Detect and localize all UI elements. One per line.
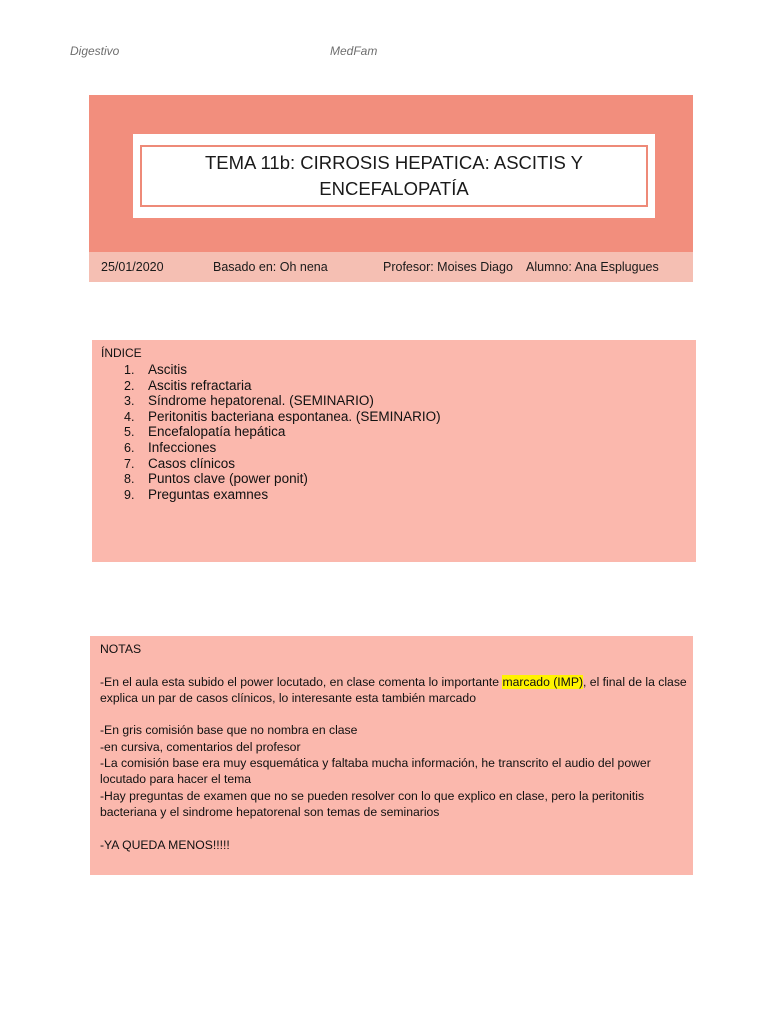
index-item-number: 9. xyxy=(124,487,135,502)
notes-paragraph: -La comisión base era muy esquemática y faltaba mucha información, he transcrito el audio del power locutado para hacer el tema xyxy=(100,756,651,787)
index-item-label: Encefalopatía hepática xyxy=(148,424,286,440)
student-label: Alumno: Ana Esplugues xyxy=(526,260,659,274)
info-bar xyxy=(89,252,693,282)
header-subject: Digestivo xyxy=(70,44,120,58)
index-item-label: Infecciones xyxy=(148,439,217,455)
index-item xyxy=(112,471,441,487)
index-item-label: Ascitis refractaria xyxy=(148,377,252,393)
index-list xyxy=(112,362,441,502)
index-item xyxy=(112,378,441,394)
index-item-label: Síndrome hepatorenal. (SEMINARIO) xyxy=(148,393,374,409)
date-label: 25/01/2020 xyxy=(101,260,164,274)
header-course: MedFam xyxy=(330,44,378,58)
index-item-number: 3. xyxy=(124,394,135,409)
title-card xyxy=(133,134,655,218)
index-item-label: Puntos clave (power ponit) xyxy=(148,471,308,487)
notes-heading: NOTAS xyxy=(100,642,142,656)
index-item-label: Casos clínicos xyxy=(148,455,236,471)
index-item-number: 8. xyxy=(124,472,135,487)
index-item xyxy=(112,440,441,456)
notes-paragraph: -En gris comisión base que no nombra en clase xyxy=(100,723,358,738)
index-item-number: 5. xyxy=(124,425,135,440)
index-item-number: 6. xyxy=(124,440,135,455)
notes-box xyxy=(90,636,693,875)
notes-p1-end: , el final de la clase explica un par de casos clínicos, lo interesante esta también marcado xyxy=(100,674,687,705)
notes-closing: -YA QUEDA MENOS!!!!! xyxy=(100,837,230,852)
index-item-number: 1. xyxy=(124,363,135,377)
index-box xyxy=(92,340,696,562)
notes-paragraph: -Hay preguntas de examen que no se pueden resolver con lo que explico en clase, pero la peritonitis bacteriana y el sindrome hepatorenal son temas de seminarios xyxy=(100,788,645,819)
title-line-2: ENCEFALOPATÍA xyxy=(319,178,469,199)
index-item-label: Preguntas examnes xyxy=(148,486,269,502)
index-item xyxy=(112,487,441,503)
index-item-label: Peritonitis bacteriana espontanea. (SEMINARIO) xyxy=(148,408,441,424)
index-item xyxy=(112,362,441,378)
index-item-number: 4. xyxy=(124,409,135,424)
index-item xyxy=(112,424,441,440)
index-item xyxy=(112,409,441,425)
index-item xyxy=(112,393,441,409)
highlighted-text: marcado (IMP) xyxy=(502,674,584,689)
index-heading: ÍNDICE xyxy=(101,346,142,360)
professor-label: Profesor: Moises Diago xyxy=(383,260,513,274)
title-line-1: TEMA 11b: CIRROSIS HEPATICA: ASCITIS Y xyxy=(205,152,583,173)
title-banner xyxy=(89,95,693,252)
notes-paragraph: -en cursiva, comentarios del profesor xyxy=(100,739,301,754)
notes-p1-start: -En el aula esta subido el power locutado, en clase comenta lo importante xyxy=(100,674,503,689)
source-label: Basado en: Oh nena xyxy=(213,260,328,274)
index-item-number: 7. xyxy=(124,456,135,471)
index-item xyxy=(112,456,441,472)
notes-content xyxy=(100,641,690,853)
notes-paragraph xyxy=(100,674,690,707)
running-header xyxy=(0,44,768,60)
index-item-number: 2. xyxy=(124,378,135,393)
index-item-label: Ascitis xyxy=(148,362,188,377)
page-title xyxy=(140,145,648,207)
